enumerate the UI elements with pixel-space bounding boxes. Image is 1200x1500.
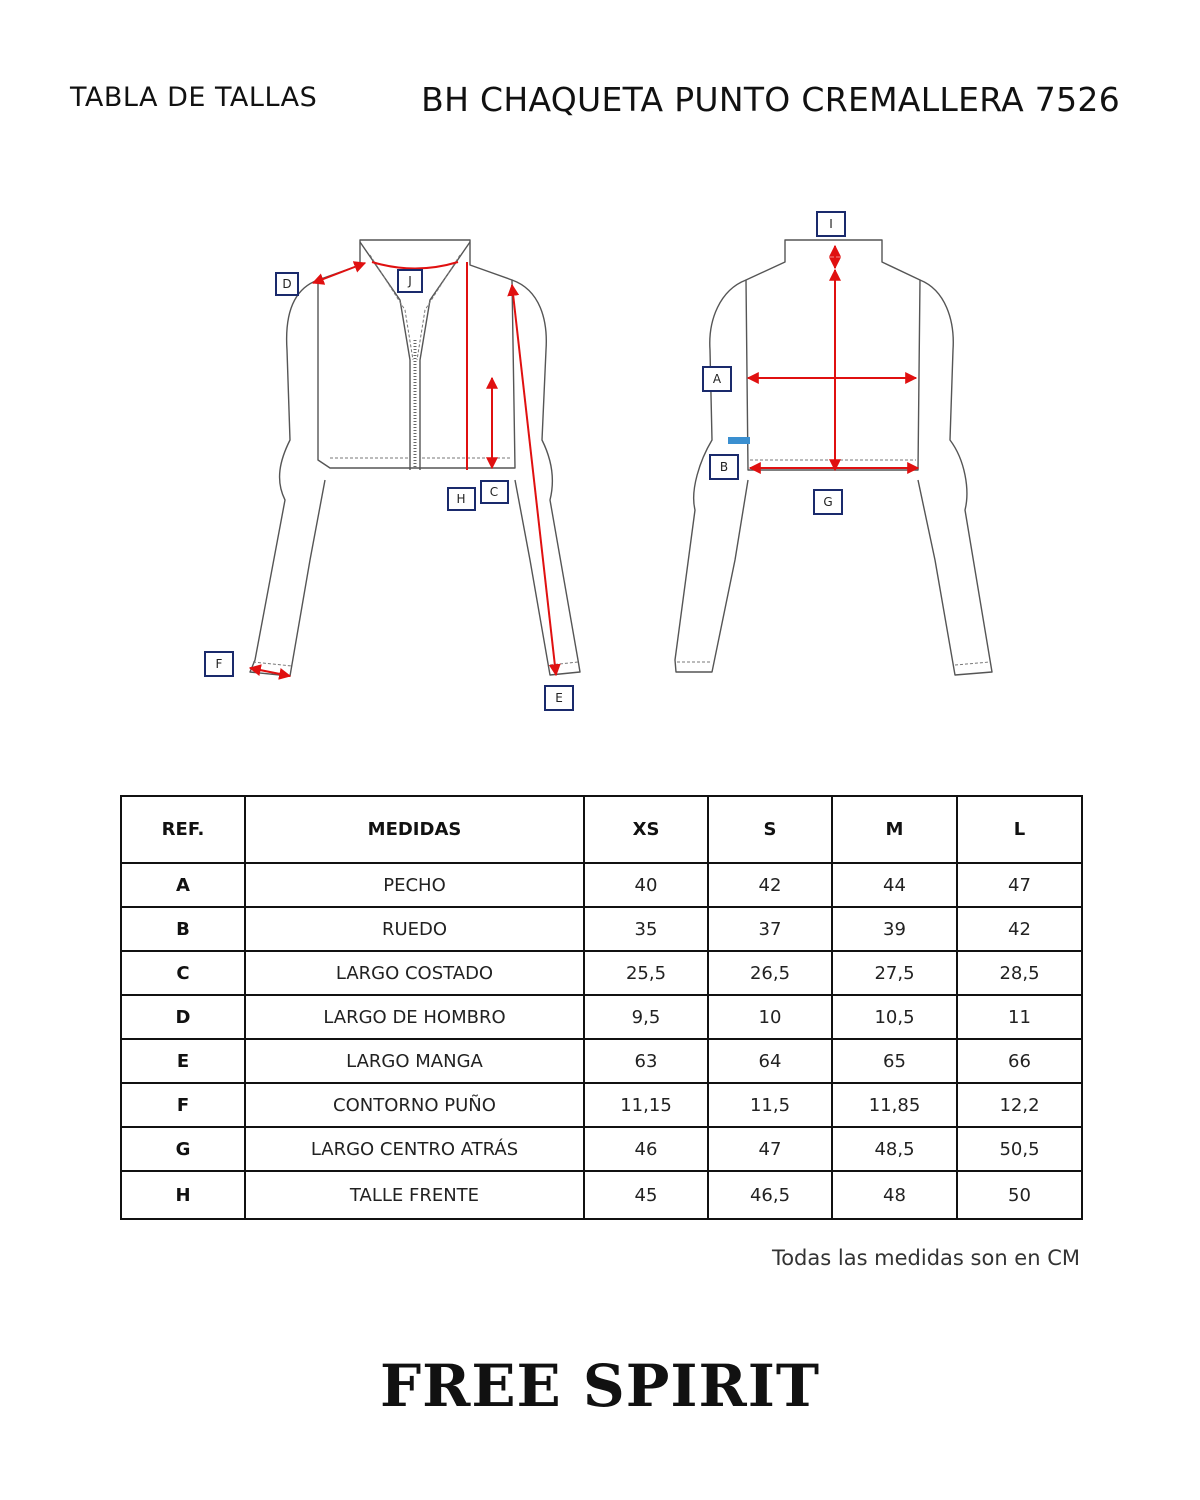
svg-text:H: H [456,492,466,506]
cell-medida: LARGO CENTRO ATRÁS [245,1127,584,1171]
cell-m: 27,5 [832,951,957,995]
svg-text:B: B [719,460,729,474]
blue-marker [728,437,750,444]
cell-l: 50,5 [957,1127,1082,1171]
cell-l: 66 [957,1039,1082,1083]
cell-s: 37 [708,907,832,951]
cell-l: 11 [957,995,1082,1039]
cell-s: 10 [708,995,832,1039]
table-row [121,1083,1082,1127]
size-chart-title: TABLA DE TALLAS [70,82,318,113]
cell-xs: 35 [584,907,708,951]
cell-s: 42 [708,863,832,907]
cell-m: 65 [832,1039,957,1083]
cell-xs: 46 [584,1127,708,1171]
header-l: L [957,796,1082,863]
cell-ref: F [121,1083,245,1127]
cell-l: 28,5 [957,951,1082,995]
label-f [205,652,233,676]
header-xs: XS [584,796,708,863]
cell-m: 48 [832,1171,957,1219]
cell-ref: G [121,1127,245,1171]
cell-medida: LARGO COSTADO [245,951,584,995]
label-b [710,455,738,479]
label-e [545,686,573,710]
table-row [121,1171,1082,1219]
cell-m: 11,85 [832,1083,957,1127]
cell-s: 47 [708,1127,832,1171]
cell-xs: 25,5 [584,951,708,995]
cell-medida: PECHO [245,863,584,907]
cell-medida: LARGO MANGA [245,1039,584,1083]
cell-xs: 9,5 [584,995,708,1039]
svg-text:G: G [823,495,833,509]
label-c [481,481,508,503]
cell-medida: LARGO DE HOMBRO [245,995,584,1039]
label-g [814,490,842,514]
cell-s: 11,5 [708,1083,832,1127]
cell-medida: TALLE FRENTE [245,1171,584,1219]
garment-technical-drawing [170,195,1030,720]
table-row [121,951,1082,995]
cell-ref: E [121,1039,245,1083]
svg-text:C: C [489,485,499,499]
cell-m: 48,5 [832,1127,957,1171]
cell-l: 47 [957,863,1082,907]
svg-text:F: F [215,657,223,671]
cell-m: 44 [832,863,957,907]
header-ref: REF. [121,796,245,863]
label-d [276,273,298,295]
size-table [120,795,1083,1220]
label-h [448,488,475,510]
cell-ref: H [121,1171,245,1219]
cell-l: 12,2 [957,1083,1082,1127]
cell-m: 10,5 [832,995,957,1039]
measurement-arrows [250,246,918,676]
header-m: M [832,796,957,863]
header-s: S [708,796,832,863]
cell-s: 64 [708,1039,832,1083]
cell-l: 50 [957,1171,1082,1219]
cell-s: 26,5 [708,951,832,995]
cell-ref: C [121,951,245,995]
cell-xs: 45 [584,1171,708,1219]
cell-m: 39 [832,907,957,951]
table-header-row [121,796,1082,863]
table-row [121,863,1082,907]
label-i [817,212,845,236]
svg-text:J: J [408,274,412,288]
table-row [121,1039,1082,1083]
table-row [121,1127,1082,1171]
table-row [121,995,1082,1039]
cell-l: 42 [957,907,1082,951]
svg-text:A: A [712,372,722,386]
svg-text:E: E [555,691,563,705]
label-a [703,367,731,391]
units-note: Todas las medidas son en CM [771,1246,1080,1270]
svg-text:D: D [282,277,292,291]
cell-s: 46,5 [708,1171,832,1219]
table-row [121,907,1082,951]
header-medidas: MEDIDAS [245,796,584,863]
front-view [250,240,580,676]
cell-xs: 11,15 [584,1083,708,1127]
cell-xs: 40 [584,863,708,907]
product-title: BH CHAQUETA PUNTO CREMALLERA 7526 [421,80,1120,119]
label-j [398,270,422,292]
cell-ref: B [121,907,245,951]
cell-ref: D [121,995,245,1039]
cell-xs: 63 [584,1039,708,1083]
cell-medida: RUEDO [245,907,584,951]
brand-logo: FREE SPIRIT [379,1352,821,1420]
svg-text:I: I [829,217,833,231]
cell-medida: CONTORNO PUÑO [245,1083,584,1127]
cell-ref: A [121,863,245,907]
